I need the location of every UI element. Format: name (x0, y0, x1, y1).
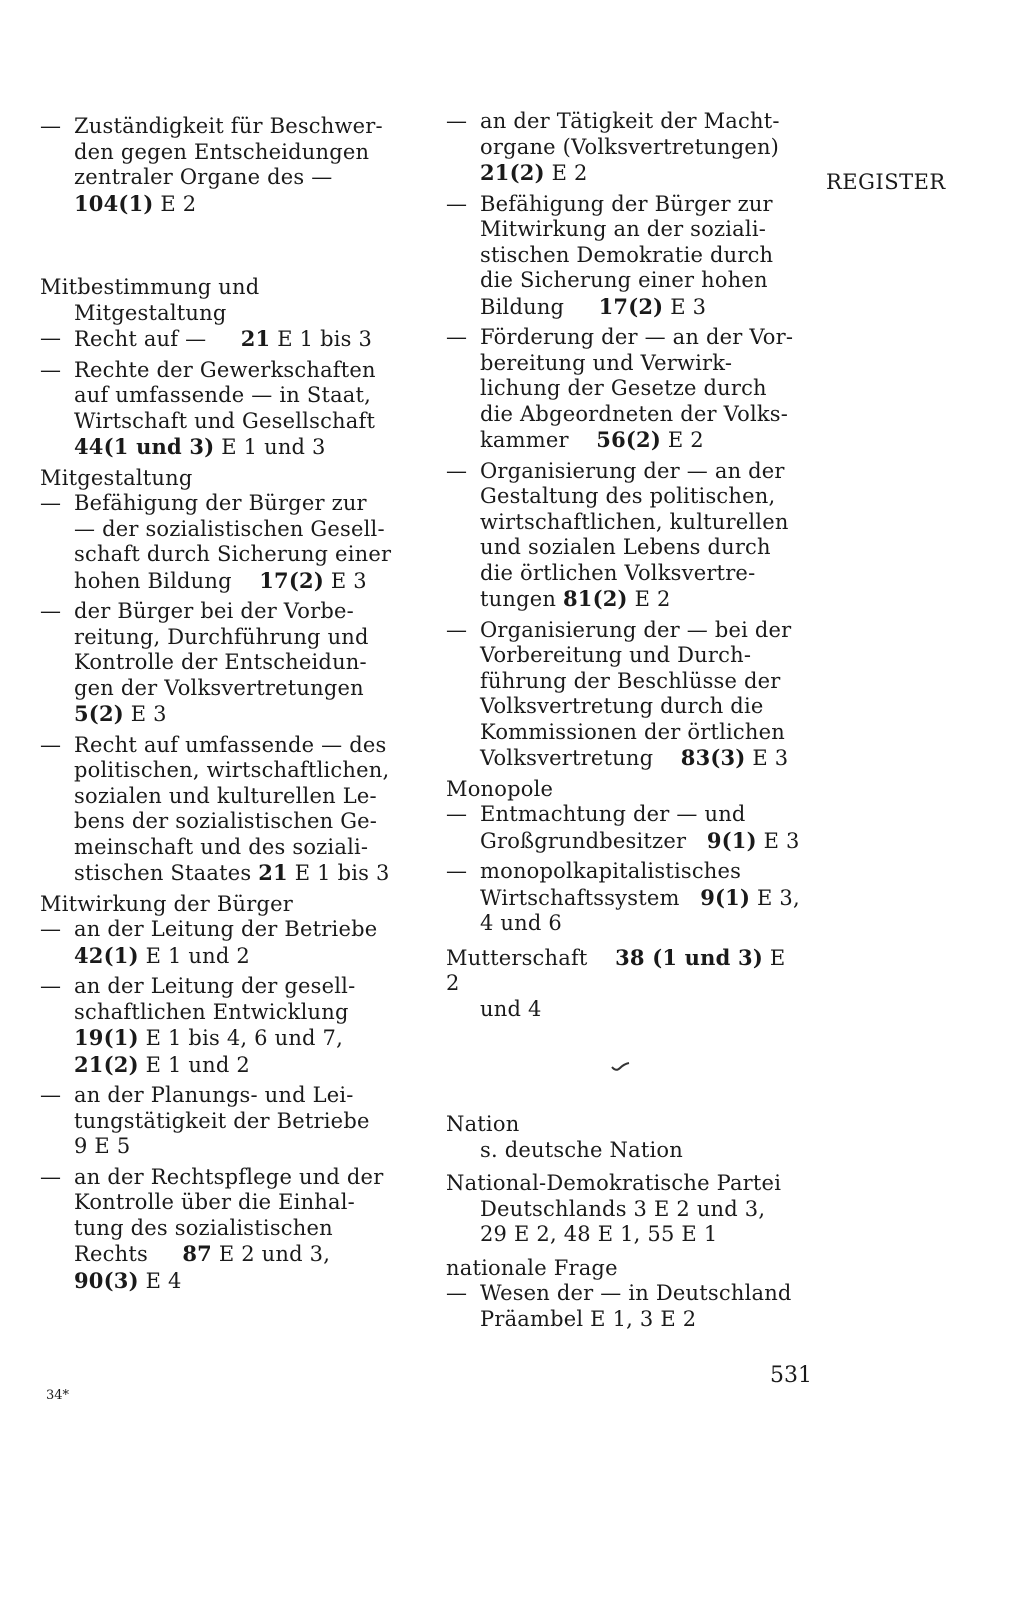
subentry: — Entmachtung der — und Großgrundbesitzer 9(1) E 3 (446, 802, 800, 853)
article-reference: 5(2) (74, 701, 124, 726)
index-entry-continuation (40, 114, 398, 217)
article-reference: 42(1) (74, 942, 139, 968)
index-entry-mitgestaltung (40, 466, 398, 887)
article-reference: 17(2) (259, 567, 324, 593)
article-reference: 21 (258, 860, 288, 885)
article-reference: 17(2) (598, 293, 664, 319)
index-entry-mitbestimmung (40, 275, 398, 461)
article-reference: 9(1) (700, 884, 751, 910)
article-reference: 21(2) (480, 160, 545, 185)
article-reference: 44(1 und 3) (74, 434, 215, 459)
index-entry-mutterschaft: Mutterschaft 38 (1 und 3) E 2 und 4 (446, 944, 786, 1021)
article-reference: 81(2) (562, 586, 628, 611)
ink-mark (610, 1061, 632, 1075)
index-term: Nation (446, 1112, 520, 1136)
article-reference: 9(1) (706, 827, 757, 853)
subentry: — Befähigung der Bürger zur Mitwirkung an der soziali- stischen Demokratie durch die Sicherung einer hohen Bildung 17(2) E 3 (446, 191, 774, 319)
article-reference: 19(1) (74, 1025, 139, 1050)
subentry: — an der Tätigkeit der Macht- organe (Volksvertretungen) 21(2) E 2 (446, 109, 780, 185)
index-entry-ndpd: National-Demokratische Partei Deutschlands 3 E 2 und 3, 29 E 2, 48 E 1, 55 E 1 (446, 1171, 804, 1248)
subentry: — Rechte der Gewerkschaften auf umfassende — in Staat, Wirtschaft und Gesellschaft 44(1 und 3) E 1 und 3 (40, 357, 376, 459)
subentry: — Befähigung der Bürger zur — der sozialistischen Gesell- schaft durch Sicherung einer hohen Bildung 17(2) E 3 (40, 491, 392, 593)
page-number: 531 (770, 1363, 812, 1388)
index-entry-monopole (446, 777, 804, 937)
subentry: — Organisierung der — bei der Vorbereitung und Durch- führung der Beschlüsse der Volksvertretung durch die Kommissionen der örtlichen Volksvertretung 83(3) E 3 (446, 617, 792, 770)
index-entry-nationale-frage (446, 1256, 804, 1333)
subentry: — Recht auf — 21 E 1 bis 3 (40, 326, 373, 351)
index-term-continued: Mitgestaltung (74, 300, 227, 325)
signature-mark: 34* (46, 1388, 70, 1403)
index-entry-mitwirkung-continued (446, 109, 804, 772)
cross-reference: s. deutsche Nation (480, 1137, 683, 1162)
index-term: Mutterschaft (446, 945, 588, 970)
left-column (40, 114, 398, 1299)
dash: — (40, 114, 62, 138)
article-reference: 38 (1 und 3) (615, 944, 763, 970)
article-reference: 83(3) (680, 745, 746, 770)
subentry: — Wesen der — in Deutschland Präambel E 1, 3 E 2 (446, 1281, 792, 1331)
subentry: — an der Rechtspflege und der Kontrolle über die Einhal- tung des sozialistischen Rechts 87 E 2 und 3, 90(3) E 4 (40, 1164, 384, 1293)
article-reference: 21(2) (74, 1051, 139, 1077)
index-term: nationale Frage (446, 1255, 618, 1280)
index-term: Monopole (446, 776, 554, 801)
subentry: — Recht auf umfassende — des politischen, wirtschaftlichen, sozialen und kulturellen Le- bens der sozialistischen Ge- meinschaft und des soziali- stischen Staates 21 E 1 bis 3 (40, 732, 390, 885)
subentry: — Organisierung der — an der Gestaltung des politischen, wirtschaftlichen, kulturellen und sozialen Lebens durch die örtlichen Volksvertre- tungen 81(2) E 2 (446, 458, 789, 611)
index-term: Mitbestimmung und (40, 275, 260, 299)
subentry: — monopolkapitalistisches Wirtschaftssystem 9(1) E 3, 4 und 6 (446, 859, 800, 935)
index-term: Mitgestaltung (40, 465, 193, 490)
index-term: National-Demokratische Partei (446, 1171, 782, 1195)
subentry: — Förderung der — an der Vor- bereitung und Verwirk- lichung der Gesetze durch die Abgeordneten der Volks- kammer 56(2) E 2 (446, 325, 794, 452)
subentry: — an der Planungs- und Lei- tungstätigkeit der Betriebe 9 E 5 (40, 1083, 370, 1158)
article-reference: 87 (182, 1241, 212, 1266)
subentry: — Zuständigkeit für Beschwer- den gegen Entscheidungen zentraler Organe des — 104(1) E 2 (40, 114, 383, 216)
index-term: Mitwirkung der Bürger (40, 891, 293, 916)
article-reference: 56(2) (596, 427, 661, 452)
right-column (446, 109, 804, 1337)
index-entry-nation (446, 1112, 804, 1163)
running-head: REGISTER (826, 170, 946, 194)
subentry: — an der Leitung der gesell- schaftlichen Entwicklung 19(1) E 1 bis 4, 6 und 7, 21(2) E 1 und 2 (40, 974, 356, 1077)
index-entry-mitwirkung (40, 892, 398, 1295)
article-reference: 90(3) (74, 1267, 139, 1293)
subentry: — der Bürger bei der Vorbe- reitung, Durchführung und Kontrolle der Entscheidun- gen der Volksvertretungen 5(2) E 3 (40, 599, 369, 726)
article-reference: 104(1) (74, 190, 154, 216)
subentry: — an der Leitung der Betriebe 42(1) E 1 und 2 (40, 917, 378, 968)
article-reference: 21 (240, 326, 271, 351)
